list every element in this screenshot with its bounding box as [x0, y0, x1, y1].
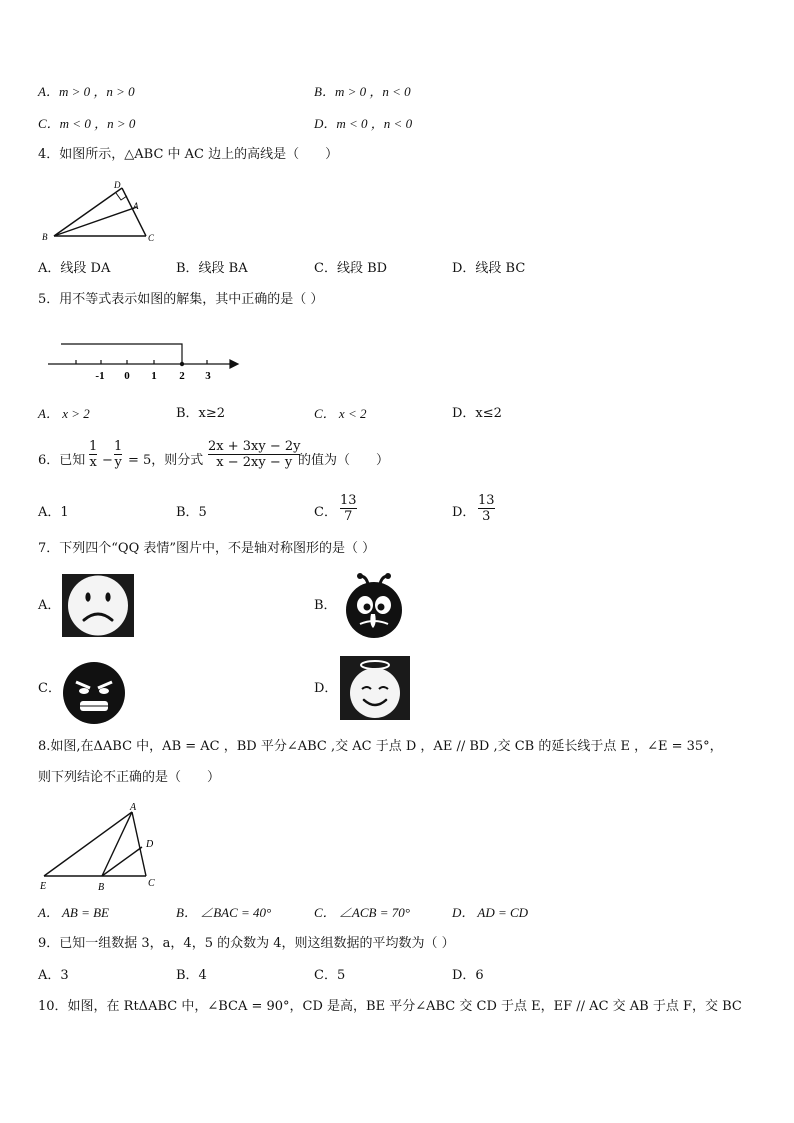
q8-label-a: A	[130, 802, 137, 813]
q5-tick-0: 0	[124, 370, 130, 382]
q6-d-num: 13	[478, 493, 495, 508]
q8-option-b: B． ∠BAC = 40°	[176, 905, 272, 920]
q4-triangle-figure	[40, 180, 170, 244]
q5-option-c: C． x < 2	[314, 406, 367, 421]
q5-stem: 5．用不等式表示如图的解集，其中正确的是（ ）	[38, 292, 324, 307]
q6-stem-suffix: 的值为（ ）	[298, 453, 390, 468]
q5-option-a: A． x > 2	[38, 406, 90, 421]
q6-fraction-expression	[208, 439, 300, 470]
q9-option-a: A．3	[38, 968, 69, 983]
q8-label-c: C	[148, 878, 155, 889]
q6-f3-den: x − 2xy − y	[216, 455, 293, 470]
q6-option-d-fraction	[478, 493, 495, 524]
q6-option-d-label: D．	[452, 505, 476, 520]
q3-option-c: C．m < 0 ，n > 0	[38, 116, 136, 131]
q5-tick-minus1: -1	[95, 370, 105, 382]
q6-d-den: 3	[482, 509, 491, 524]
q4-option-d: D．线段 BC	[452, 261, 526, 276]
q8-label-e: E	[40, 881, 47, 892]
q6-option-c-fraction	[340, 493, 357, 524]
q9-option-c: C．5	[314, 968, 346, 983]
q7-option-a: A．	[38, 598, 61, 613]
q6-stem-prefix: 6．已知	[38, 453, 86, 468]
q6-f2-num: 1	[114, 439, 123, 454]
q9-stem: 9．已知一组数据 3，a，4，5 的众数为 4，则这组数据的平均数为（ ）	[38, 936, 455, 951]
q3-option-a: A．m > 0 ，n > 0	[38, 84, 135, 99]
q4-label-a: A	[133, 201, 139, 211]
q9-option-d: D．6	[452, 968, 484, 983]
q5-tick-1: 1	[151, 370, 157, 382]
q4-option-a: A．线段 DA	[38, 261, 111, 276]
q4-label-b: B	[42, 232, 48, 242]
q5-tick-3: 3	[205, 370, 211, 382]
q8-stem-line2: 则下列结论不正确的是（ ）	[38, 770, 221, 785]
q4-label-c: C	[148, 233, 155, 243]
q5-number-line-figure	[46, 338, 236, 382]
q8-label-b: B	[98, 882, 105, 893]
angel-face-icon	[340, 656, 410, 720]
q3-option-d: D．m < 0 ，n < 0	[314, 116, 413, 131]
crying-face-icon	[340, 572, 408, 640]
q8-stem-line1: 8.如图,在ΔABC 中，AB = AC ，BD 平分∠ABC ,交 AC 于点 D ，AE // BD ,交 CB 的延长线于点 E ，∠E = 35°，	[38, 739, 723, 754]
q6-c-den: 7	[344, 509, 353, 524]
q6-f3-num: 2x + 3xy − 2y	[208, 439, 301, 454]
q9-option-b: B．4	[176, 968, 207, 983]
q8-option-c: C． ∠ACB = 70°	[314, 905, 410, 920]
q3-option-b: B．m > 0 ，n < 0	[314, 84, 411, 99]
q8-option-d: D． AD = CD	[452, 905, 529, 920]
q7-stem: 7．下列四个“QQ 表情”图片中，不是轴对称图形的是（ ）	[38, 541, 376, 556]
q6-f1-num: 1	[89, 439, 98, 454]
sad-face-icon	[62, 574, 134, 637]
q4-option-b: B．线段 BA	[176, 261, 248, 276]
angry-face-icon	[60, 658, 128, 724]
q8-option-a: A． AB = BE	[38, 905, 109, 920]
q6-option-b: B．5	[176, 505, 207, 520]
q4-label-d: D	[114, 180, 121, 190]
q6-minus: −	[102, 453, 113, 468]
q6-option-a: A．1	[38, 505, 69, 520]
q6-f1-den: x	[89, 455, 97, 470]
q7-option-c: C．	[38, 681, 61, 696]
q6-equals: = 5，则分式	[128, 453, 204, 468]
q4-stem: 4．如图所示，△ABC 中 AC 边上的高线是（ ）	[38, 147, 339, 162]
q5-option-b: B．x≥2	[176, 406, 226, 421]
q8-triangle-figure	[38, 800, 168, 892]
q6-fraction-1-over-x	[89, 439, 97, 470]
q5-tick-2: 2	[179, 370, 185, 382]
q6-c-num: 13	[340, 493, 357, 508]
q7-option-d: D．	[314, 681, 338, 696]
q6-option-c-label: C．	[314, 505, 337, 520]
q6-f2-den: y	[114, 455, 122, 470]
q8-label-d: D	[146, 839, 154, 850]
q4-option-c: C．线段 BD	[314, 261, 388, 276]
q6-fraction-1-over-y	[114, 439, 122, 470]
q10-stem: 10．如图，在 RtΔABC 中，∠BCA = 90°，CD 是高，BE 平分∠ABC 交 CD 于点 E，EF // AC 交 AB 于点 F，交 BC	[38, 999, 742, 1014]
q7-option-b: B．	[314, 598, 337, 613]
q5-option-d: D．x≤2	[452, 406, 502, 421]
